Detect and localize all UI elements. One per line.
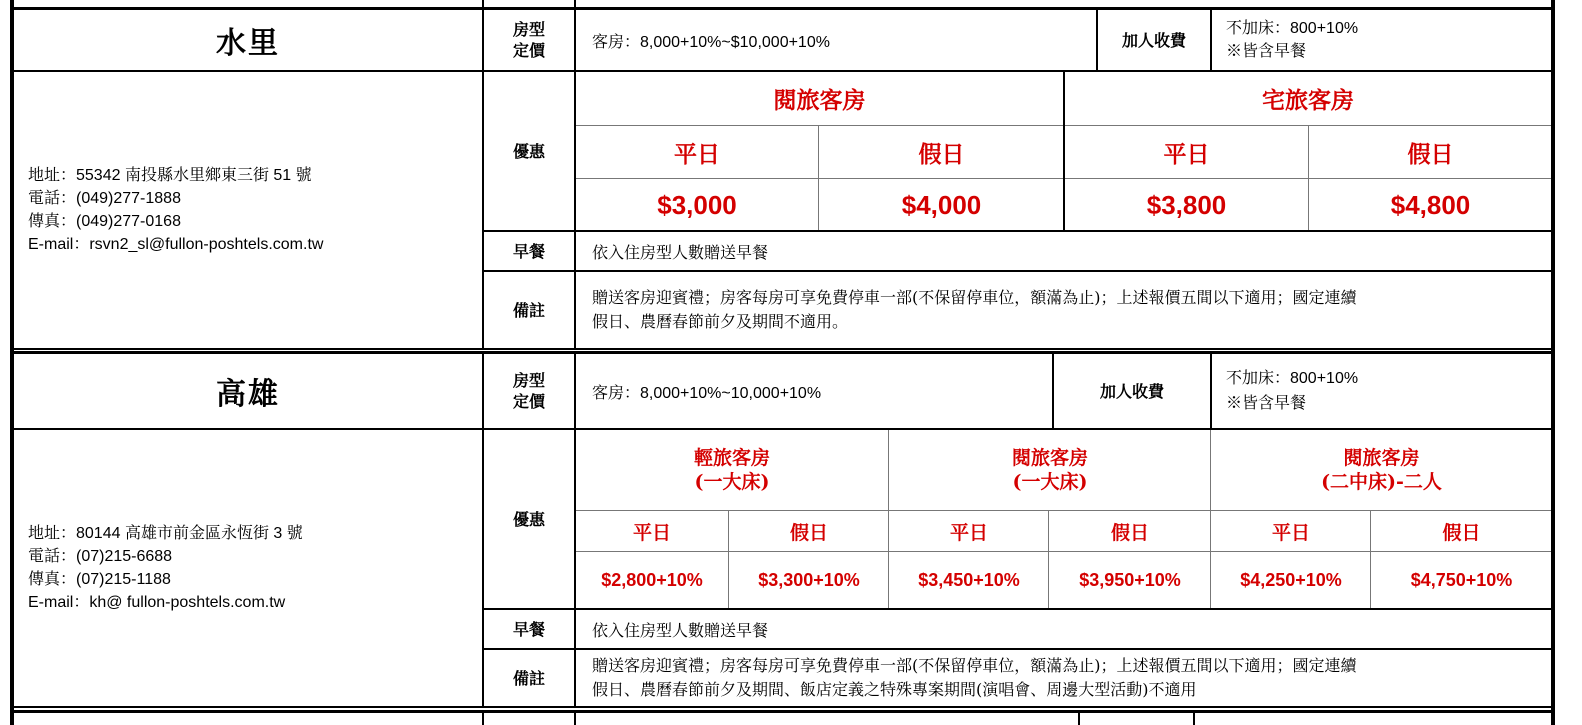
border: [10, 710, 1555, 713]
border: [728, 511, 729, 608]
day-header: 平日: [1271, 522, 1310, 544]
breakfast-text: 依入住房型人數贈送早餐: [592, 242, 769, 262]
price: $3,450+10%: [918, 570, 1020, 590]
day-header: 假日: [1407, 141, 1454, 168]
border: [482, 713, 484, 725]
border: [1096, 10, 1098, 70]
breakfast-label: 早餐: [512, 619, 545, 639]
price: $4,250+10%: [1240, 570, 1342, 590]
extra-person-value: 不加床：800+10% ※皆含早餐: [1226, 20, 1359, 60]
border: [10, 7, 1555, 10]
border: [484, 648, 1551, 650]
hotel-contact: [14, 430, 482, 706]
address: 地址：55342 南投縣水里鄉東三街 51 號: [28, 167, 312, 184]
extra-person-label: 加人收費: [1099, 381, 1164, 401]
fax: 傳真：(07)215-1188: [28, 571, 171, 588]
border: [576, 551, 1551, 552]
border: [482, 10, 484, 348]
border: [482, 0, 484, 8]
border: [574, 0, 576, 8]
discount-label: 優惠: [512, 509, 545, 529]
border: [484, 270, 1551, 272]
border: [574, 10, 576, 348]
price: $4,000: [901, 189, 982, 220]
day-header: 平日: [1163, 141, 1210, 168]
border: [14, 428, 1551, 430]
remarks-label: 備註: [512, 668, 545, 688]
border: [1210, 430, 1211, 608]
price: $3,800: [1146, 189, 1227, 220]
border: [10, 351, 1555, 354]
group-header: 閱旅客房 (二中床)-二人: [1321, 447, 1442, 493]
hotel-contact: [14, 72, 482, 348]
border: [888, 430, 889, 608]
city-name: 高雄: [216, 377, 280, 412]
city-name: 水里: [216, 26, 280, 61]
border: [1048, 511, 1049, 608]
border: [1063, 72, 1065, 230]
border: [574, 713, 576, 725]
group-header: 宅旅客房: [1262, 87, 1354, 114]
breakfast-text: 依入住房型人數贈送早餐: [592, 620, 769, 640]
email: E-mail：rsvn2_sl@fullon-poshtels.com.tw: [28, 236, 324, 253]
day-header: 假日: [789, 522, 828, 544]
border: [1370, 511, 1371, 608]
address: 地址：80144 高雄市前金區永恆街 3 號: [28, 525, 303, 542]
border: [1078, 713, 1080, 725]
border: [1210, 354, 1212, 428]
price: $3,000: [657, 189, 737, 220]
border: [1308, 126, 1309, 230]
group-header: 閱旅客房: [773, 87, 866, 114]
day-header: 平日: [632, 522, 671, 544]
breakfast-label: 早餐: [512, 241, 545, 261]
day-header: 平日: [949, 522, 988, 544]
discount-label: 優惠: [512, 141, 545, 161]
border: [484, 230, 1551, 232]
border: [818, 126, 819, 230]
day-header: 假日: [918, 141, 965, 168]
price: $3,950+10%: [1079, 570, 1181, 590]
border: [10, 0, 14, 725]
extra-person-label: 加人收費: [1121, 30, 1186, 50]
day-header: 假日: [1442, 522, 1481, 544]
border: [10, 706, 1555, 708]
border: [1193, 713, 1195, 725]
group-header: 閱旅客房 (一大床): [1011, 447, 1088, 493]
border: [576, 510, 1551, 511]
fax: 傳真：(049)277-0168: [28, 213, 181, 230]
phone: 電話：(07)215-6688: [28, 548, 173, 565]
price: $3,300+10%: [758, 570, 860, 590]
room-price: 客房：8,000+10%~10,000+10%: [592, 384, 822, 402]
remarks-label: 備註: [512, 300, 545, 320]
price: $4,800: [1390, 189, 1471, 220]
remarks-text: 贈送客房迎賓禮；房客每房可享免費停車一部(不保留停車位，額滿為止)；上述報價五間以下適用；國定連續 假日、農曆春節前夕及期間、飯店定義之特殊專案期間(演唱會、周邊大型活動)不適用: [592, 656, 1357, 699]
room-type-label: 房型 定價: [512, 20, 545, 60]
remarks-text: 贈送客房迎賓禮；房客每房可享免費停車一部(不保留停車位，額滿為止)；上述報價五間以下適用；國定連續 假日、農曆春節前夕及期間不適用。: [592, 288, 1357, 331]
day-header: 平日: [674, 141, 720, 168]
border: [574, 354, 576, 706]
border: [1052, 354, 1054, 428]
border: [482, 354, 484, 706]
day-header: 假日: [1110, 522, 1149, 544]
border: [10, 348, 1555, 350]
border: [1210, 10, 1212, 70]
border: [14, 70, 1551, 72]
room-type-label: 房型 定價: [512, 371, 545, 411]
group-header: 輕旅客房 (一大床): [693, 447, 770, 493]
phone: 電話：(049)277-1888: [28, 190, 181, 207]
border: [484, 608, 1551, 610]
room-price: 客房：8,000+10%~$10,000+10%: [592, 33, 830, 51]
email: E-mail：kh@ fullon-poshtels.com.tw: [28, 594, 286, 611]
border: [1551, 0, 1555, 725]
price: $4,750+10%: [1410, 570, 1513, 590]
extra-person-value: 不加床：800+10% ※皆含早餐: [1226, 370, 1359, 412]
price: $2,800+10%: [601, 570, 703, 590]
